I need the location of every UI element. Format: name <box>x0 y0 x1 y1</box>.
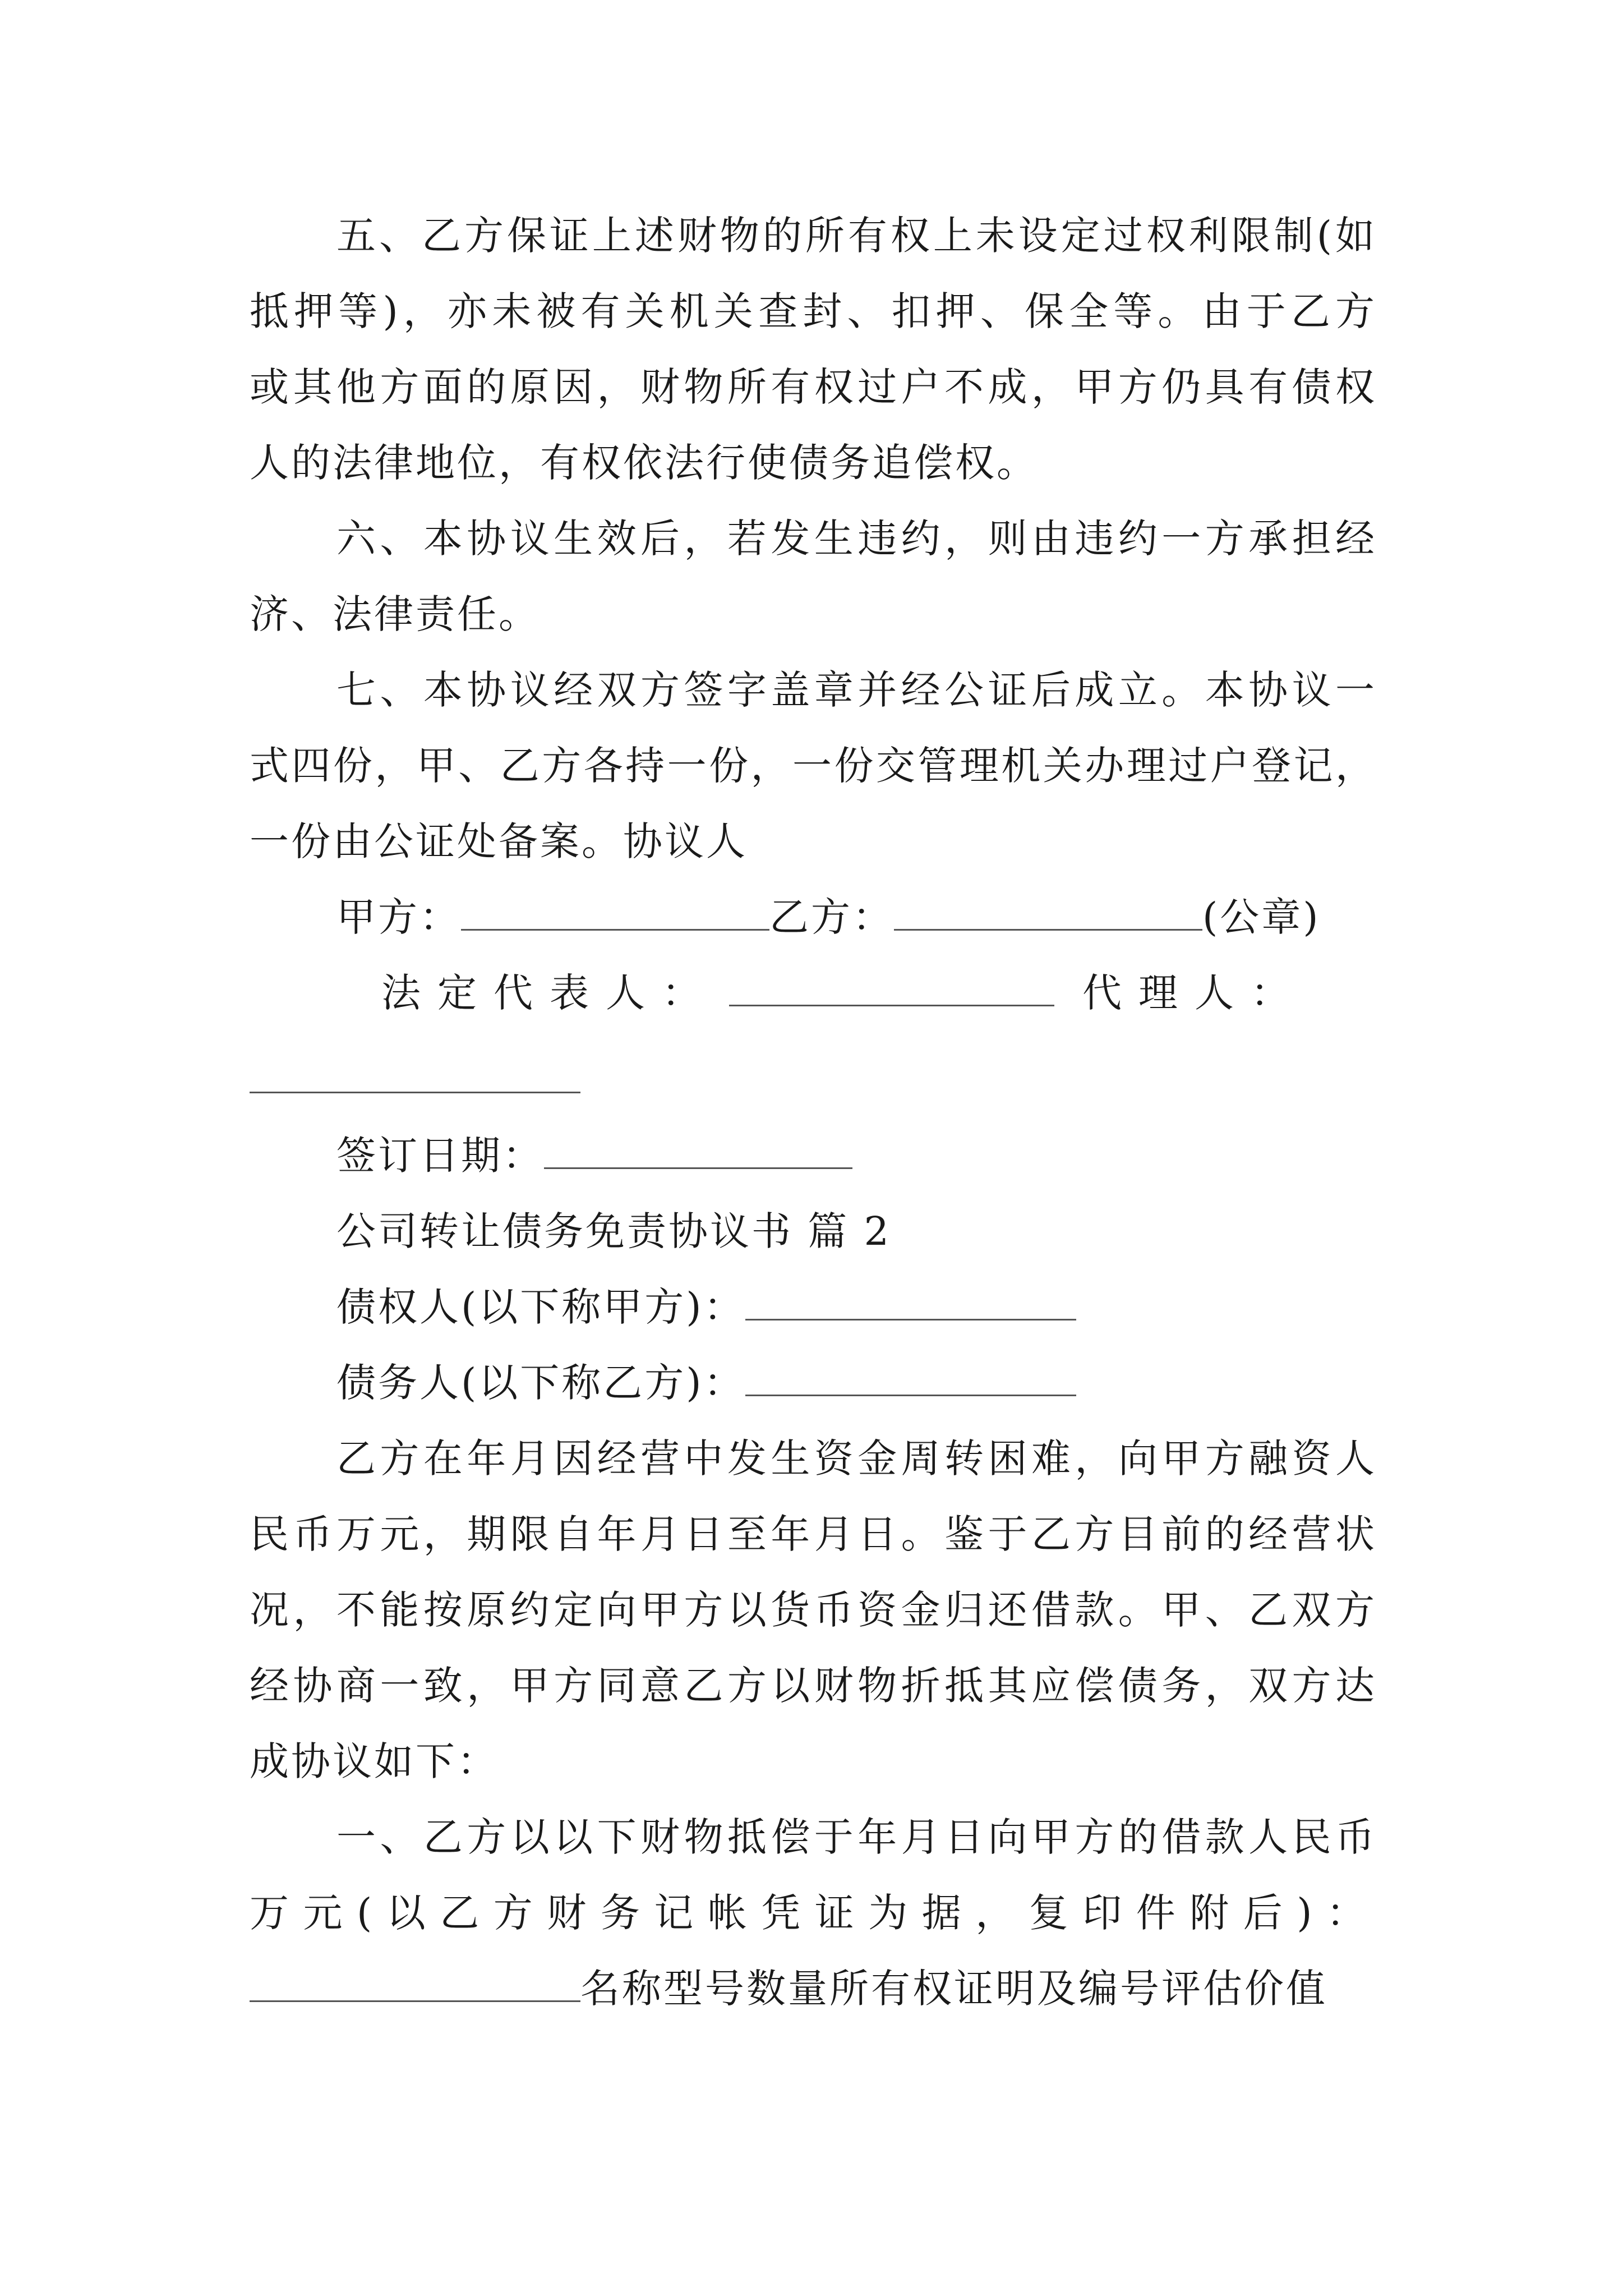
signature-parties-row <box>336 892 1377 942</box>
clause-5-line-4: 人的法律地位，有权依法行使债务追偿权。 <box>250 440 1038 486</box>
signing-date-row <box>336 1130 1377 1181</box>
intro-line-2: 民币万元，期限自年月日至年月日。鉴于乙方目前的经营状 <box>250 1511 1377 1557</box>
agent-blank-row <box>250 1055 1377 1099</box>
creditor-label: 债权人(以下称甲方)： <box>336 1284 745 1330</box>
creditor-blank <box>745 1285 1076 1320</box>
property-blank <box>250 1967 580 2002</box>
s2-clause-1-line-3 <box>250 1963 1377 2014</box>
clause-5-line-2: 抵押等)，亦未被有关机关查封、扣押、保全等。由于乙方 <box>250 288 1377 334</box>
intro-line-3: 况，不能按原约定向甲方以货币资金归还借款。甲、乙双方 <box>250 1587 1377 1633</box>
agent-label: 代理人： <box>1082 970 1307 1016</box>
clause-7-line-1: 七、本协议经双方签字盖章并经公证后成立。本协议一 <box>336 667 1377 713</box>
party-a-label: 甲方： <box>336 894 461 940</box>
party-b-label: 乙方： <box>769 894 894 940</box>
legal-rep-row <box>381 968 1357 1018</box>
debtor-label: 债务人(以下称乙方)： <box>336 1360 745 1406</box>
signing-date-label: 签订日期： <box>336 1133 544 1179</box>
property-columns-text: 名称型号数量所有权证明及编号评估价值 <box>580 1966 1327 2012</box>
clause-5-line-3: 或其他方面的原因，财物所有权过户不成，甲方仍具有债权 <box>250 364 1377 410</box>
clause-5-line-1: 五、乙方保证上述财物的所有权上未设定过权利限制(如 <box>336 213 1377 259</box>
s2-clause-1-line-2: 万元(以乙方财务记帐凭证为据，复印件附后)： <box>250 1890 1377 1936</box>
clause-7-line-2: 式四份，甲、乙方各持一份，一份交管理机关办理过户登记， <box>250 743 1377 789</box>
agent-blank <box>250 1058 580 1093</box>
intro-line-5: 成协议如下： <box>250 1738 499 1784</box>
creditor-row <box>336 1282 1377 1332</box>
clause-7-line-3: 一份由公证处备案。协议人 <box>250 818 748 864</box>
seal-label: (公章) <box>1202 894 1321 940</box>
intro-line-1: 乙方在年月因经营中发生资金周转困难，向甲方融资人 <box>336 1435 1377 1481</box>
party-b-blank <box>894 895 1202 931</box>
section-2-title: 公司转让债务免责协议书 篇 2 <box>336 1208 892 1254</box>
legal-rep-label: 法定代表人： <box>381 970 718 1016</box>
debtor-blank <box>745 1361 1076 1396</box>
party-a-blank <box>461 895 769 931</box>
clause-6-line-1: 六、本协议生效后，若发生违约，则由违约一方承担经 <box>336 516 1377 562</box>
legal-rep-blank <box>729 971 1054 1006</box>
signing-date-blank <box>544 1134 852 1169</box>
debtor-row <box>336 1358 1377 1408</box>
s2-clause-1-line-1: 一、乙方以以下财物抵偿于年月日向甲方的借款人民币 <box>336 1814 1377 1860</box>
clause-6-line-2: 济、法律责任。 <box>250 591 540 637</box>
intro-line-4: 经协商一致，甲方同意乙方以财物折抵其应偿债务，双方达 <box>250 1663 1377 1709</box>
